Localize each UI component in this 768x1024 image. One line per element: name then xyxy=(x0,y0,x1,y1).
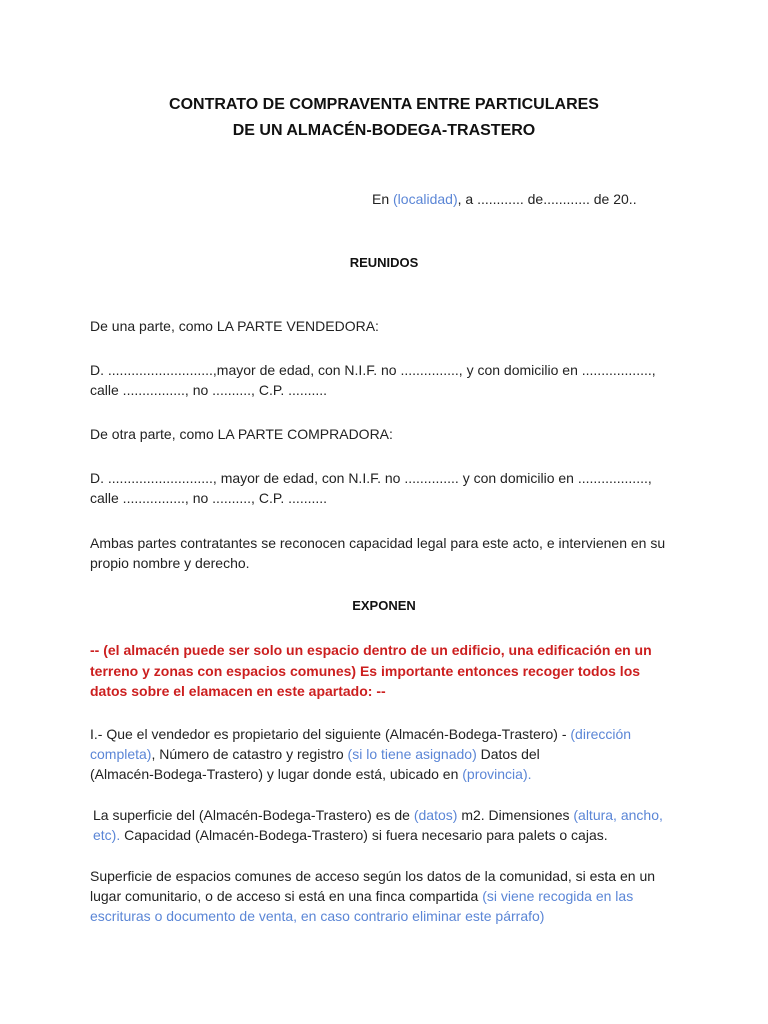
common-areas-line xyxy=(90,886,680,906)
place-date-line xyxy=(372,190,637,208)
surface-text: Capacidad (Almacén-Bodega-Trastero) si fuera necesario para palets o cajas. xyxy=(120,827,608,843)
buyer-data xyxy=(90,468,680,508)
clause-i xyxy=(90,724,680,784)
warning-note-line: -- (el almacén puede ser solo un espacio dentro de un edificio, una edificación en un xyxy=(90,642,652,658)
seller-data xyxy=(90,360,680,400)
surface-clause xyxy=(93,805,683,845)
heading-exponen: EXPONEN xyxy=(352,598,416,613)
capacity-line: propio nombre y derecho. xyxy=(90,555,250,571)
surface-clause-line xyxy=(93,825,683,845)
common-areas-line: Superficie de espacios comunes de acceso según los datos de la comunidad, si esta en un xyxy=(90,868,656,884)
buyer-intro: De otra parte, como LA PARTE COMPRADORA: xyxy=(90,426,393,442)
surface-text: m2. Dimensiones xyxy=(457,807,574,823)
buyer-data-line: calle ................, no .........., C.P. .......... xyxy=(90,490,328,506)
document-title-line-1: CONTRATO DE COMPRAVENTA ENTRE PARTICULARES xyxy=(169,96,599,113)
cadastre-placeholder: (si lo tiene asignado) xyxy=(347,746,477,762)
document-title-line-2: DE UN ALMACÉN-BODEGA-TRASTERO xyxy=(232,122,536,139)
address-placeholder: (dirección xyxy=(570,726,632,742)
province-placeholder: (provincia). xyxy=(462,766,532,782)
common-areas-clause xyxy=(90,866,680,926)
capacity-paragraph xyxy=(90,533,680,573)
capacity-line: Ambas partes contratantes se reconocen capacidad legal para este acto, e intervienen en su xyxy=(90,535,666,551)
buyer-data-line: D. ..........................., mayor de edad, con N.I.F. no .............. y con domicilio en .................., xyxy=(90,470,652,486)
clause-i-text: , Número de catastro y registro xyxy=(151,746,348,762)
clause-i-text: I.- Que el vendedor es propietario del siguiente (Almacén-Bodega-Trastero) - xyxy=(90,726,571,742)
address-placeholder-end: completa) xyxy=(90,746,152,762)
data-placeholder: (datos) xyxy=(413,807,458,823)
surface-text: La superficie del (Almacén-Bodega-Trastero) es de xyxy=(93,807,414,823)
clause-i-text: (Almacén-Bodega-Trastero) y lugar donde está, ubicado en xyxy=(90,766,463,782)
clause-i-line xyxy=(90,744,680,764)
warning-note-line: terreno y zonas con espacios comunes) Es importante entonces recoger todos los xyxy=(90,662,641,679)
seller-data-line: calle ................, no .........., C.P. .......... xyxy=(90,382,328,398)
common-areas-text: lugar comunitario, o de acceso si está en una finca compartida xyxy=(90,888,483,904)
date-prefix: En xyxy=(372,191,394,207)
dimensions-placeholder-end: etc). xyxy=(93,827,121,843)
seller-data-line: D. ...........................,mayor de edad, con N.I.F. no ..............., y con domicilio en .................., xyxy=(90,362,656,378)
seller-intro: De una parte, como LA PARTE VENDEDORA: xyxy=(90,318,379,334)
clause-i-line xyxy=(90,764,680,784)
common-areas-line: escrituras o documento de venta, en caso contrario eliminar este párrafo) xyxy=(90,908,545,924)
deeds-placeholder: (si viene recogida en las xyxy=(482,888,634,904)
date-suffix: , a ............ de............ de 20.. xyxy=(457,191,637,207)
warning-note xyxy=(90,640,680,702)
warning-note-line: datos sobre el elamacen en este apartado: -- xyxy=(90,683,386,699)
clause-i-line xyxy=(90,724,680,744)
heading-reunidos: REUNIDOS xyxy=(349,255,419,270)
dimensions-placeholder: (altura, ancho, xyxy=(573,807,663,823)
locality-placeholder: (localidad) xyxy=(393,191,458,207)
clause-i-text: Datos del xyxy=(476,746,540,762)
surface-clause-line xyxy=(93,805,683,825)
